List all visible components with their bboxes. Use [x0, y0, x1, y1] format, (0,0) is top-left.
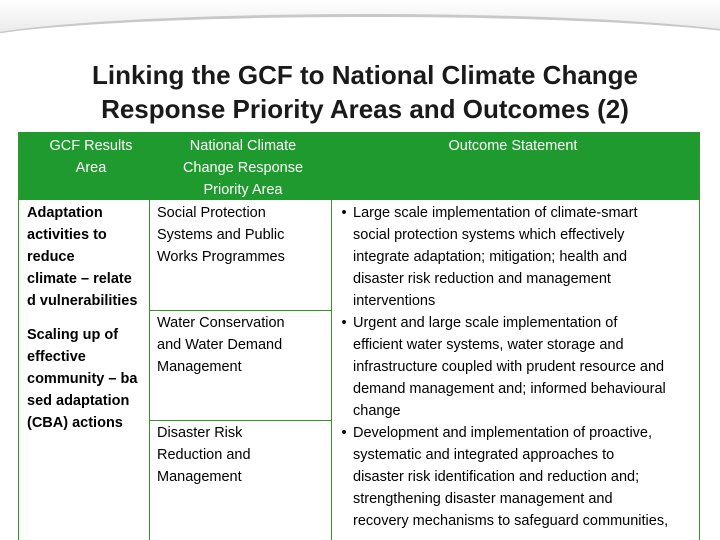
cell-text: Adaptation [27, 205, 103, 221]
header-text: Outcome Statement [448, 138, 578, 154]
gcf-area-cba [27, 324, 151, 434]
cell-text: Development and implementation of proactive, [353, 425, 653, 441]
decorative-swoosh [0, 14, 720, 52]
cell-text: Urgent and large scale implementation of [353, 315, 618, 331]
cell-text: effective [27, 349, 86, 365]
gcf-area-adaptation [27, 202, 151, 312]
cell-text: Reduction and [157, 447, 251, 463]
header-priority-area [159, 135, 327, 201]
cell-text: activities to [27, 227, 107, 243]
cell-text: (CBA) actions [27, 415, 123, 431]
column-divider [331, 200, 332, 540]
outcome-disaster-risk [335, 422, 703, 532]
cell-text: efficient water systems, water storage and [353, 337, 624, 353]
cell-text: Management [157, 469, 242, 485]
cell-text: disaster risk identification and reduction and; [353, 469, 640, 485]
header-gcf-results-area [23, 135, 159, 179]
table-header-row [19, 132, 699, 200]
slide-decoration-band [0, 0, 720, 52]
cell-text: integrate adaptation; mitigation; health and [353, 249, 628, 265]
row-divider [149, 310, 331, 311]
cell-text: Water Conservation [157, 315, 285, 331]
slide-title-line-2: Response Priority Areas and Outcomes (2) [101, 94, 629, 124]
slide-title [0, 58, 720, 126]
cell-text: community – ba [27, 371, 138, 387]
priority-social-protection [157, 202, 327, 268]
bullet-icon: • [341, 315, 347, 331]
cell-text: climate – relate [27, 271, 132, 287]
slide-title-line-1: Linking the GCF to National Climate Change [91, 60, 639, 90]
cell-text: systematic and integrated approaches to [353, 447, 615, 463]
row-divider [149, 420, 331, 421]
header-text: Change Response [182, 160, 304, 176]
header-text: Area [75, 160, 107, 176]
priority-disaster-risk [157, 422, 327, 488]
cell-text: Disaster Risk [157, 425, 243, 441]
bullet-icon: • [341, 425, 347, 441]
header-text: Priority Area [203, 182, 283, 198]
cell-text: change [353, 403, 401, 419]
header-text: National Climate [189, 138, 297, 154]
cell-text: recovery mechanisms to safeguard communities, [353, 513, 669, 529]
cell-text: Social Protection [157, 205, 266, 221]
cell-text: Management [157, 359, 242, 375]
bullet-icon: • [341, 205, 347, 221]
cell-text: reduce [27, 249, 75, 265]
cell-text: disaster risk reduction and management [353, 271, 611, 287]
outcome-social-protection [335, 202, 703, 312]
cell-text: social protection systems which effectively [353, 227, 625, 243]
cell-text: and Water Demand [157, 337, 283, 353]
cell-text: demand management and; informed behavioural [353, 381, 666, 397]
cell-text: strengthening disaster management and [353, 491, 613, 507]
outcome-water [335, 312, 703, 422]
cell-text: d vulnerabilities [27, 293, 138, 309]
linkage-table [18, 132, 700, 540]
cell-text: interventions [353, 293, 436, 309]
cell-text: Systems and Public [157, 227, 285, 243]
header-outcome-statement [331, 135, 695, 157]
header-text: GCF Results [49, 138, 133, 154]
cell-text: Large scale implementation of climate-smart [353, 205, 638, 221]
cell-text: infrastructure coupled with prudent resource and [353, 359, 665, 375]
priority-water-conservation [157, 312, 327, 378]
cell-text: Works Programmes [157, 249, 285, 265]
cell-text: sed adaptation [27, 393, 130, 409]
cell-text: Scaling up of [27, 327, 119, 343]
